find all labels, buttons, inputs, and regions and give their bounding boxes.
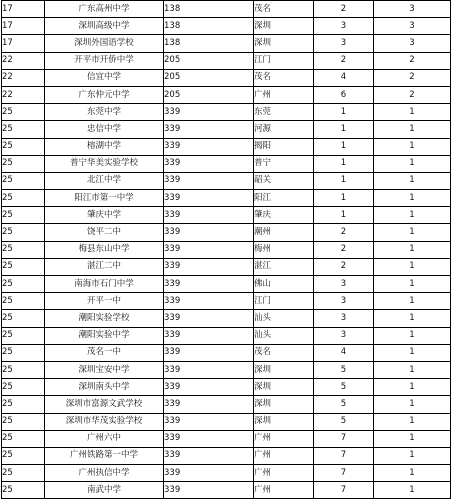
table-row xyxy=(2,104,451,121)
rank-cell: 25 xyxy=(2,258,45,275)
score-cell: 339 xyxy=(164,258,254,275)
school-name-cell: 广州六中 xyxy=(45,430,164,447)
city-cell: 河源 xyxy=(254,121,314,138)
count-cell: 3 xyxy=(314,35,374,52)
table-row xyxy=(2,482,451,499)
city-cell: 梅州 xyxy=(254,241,314,258)
rank-cell: 25 xyxy=(2,396,45,413)
school-name-cell: 开平市开侨中学 xyxy=(45,52,164,69)
table-row xyxy=(2,241,451,258)
count-cell: 1 xyxy=(314,207,374,224)
school-name-cell: 深圳高级中学 xyxy=(45,18,164,35)
school-name-cell: 饶平二中 xyxy=(45,224,164,241)
count-cell: 1 xyxy=(314,172,374,189)
count-cell: 5 xyxy=(314,396,374,413)
score-cell: 339 xyxy=(164,327,254,344)
city-cell: 阳江 xyxy=(254,190,314,207)
value-cell: 1 xyxy=(374,413,451,430)
value-cell: 1 xyxy=(374,465,451,482)
school-name-cell: 深圳宝安中学 xyxy=(45,361,164,378)
school-name-cell: 潮阳实验中学 xyxy=(45,327,164,344)
score-cell: 205 xyxy=(164,69,254,86)
city-cell: 湛江 xyxy=(254,258,314,275)
score-cell: 138 xyxy=(164,35,254,52)
score-cell: 339 xyxy=(164,224,254,241)
count-cell: 5 xyxy=(314,379,374,396)
rank-cell: 25 xyxy=(2,207,45,224)
score-cell: 339 xyxy=(164,447,254,464)
count-cell: 1 xyxy=(314,190,374,207)
rank-cell: 25 xyxy=(2,327,45,344)
city-cell: 深圳 xyxy=(254,396,314,413)
count-cell: 3 xyxy=(314,276,374,293)
city-cell: 深圳 xyxy=(254,379,314,396)
value-cell: 1 xyxy=(374,276,451,293)
rank-cell: 25 xyxy=(2,172,45,189)
city-cell: 江门 xyxy=(254,52,314,69)
value-cell: 1 xyxy=(374,155,451,172)
table-row xyxy=(2,293,451,310)
rank-cell: 25 xyxy=(2,138,45,155)
score-cell: 339 xyxy=(164,413,254,430)
table-row xyxy=(2,190,451,207)
city-cell: 深圳 xyxy=(254,361,314,378)
score-cell: 339 xyxy=(164,465,254,482)
rank-cell: 25 xyxy=(2,276,45,293)
value-cell: 1 xyxy=(374,207,451,224)
rank-cell: 25 xyxy=(2,465,45,482)
rank-cell: 25 xyxy=(2,430,45,447)
table-row xyxy=(2,121,451,138)
rank-cell: 25 xyxy=(2,482,45,499)
school-name-cell: 深圳南头中学 xyxy=(45,379,164,396)
city-cell: 深圳 xyxy=(254,35,314,52)
school-name-cell: 深圳外国语学校 xyxy=(45,35,164,52)
value-cell: 3 xyxy=(374,1,451,18)
rank-cell: 22 xyxy=(2,86,45,103)
value-cell: 1 xyxy=(374,172,451,189)
rank-cell: 25 xyxy=(2,155,45,172)
score-cell: 339 xyxy=(164,379,254,396)
score-cell: 339 xyxy=(164,396,254,413)
table-row xyxy=(2,430,451,447)
score-cell: 339 xyxy=(164,207,254,224)
count-cell: 3 xyxy=(314,293,374,310)
rank-cell: 25 xyxy=(2,241,45,258)
school-name-cell: 普宁华美实验学校 xyxy=(45,155,164,172)
table-row xyxy=(2,138,451,155)
rank-cell: 25 xyxy=(2,224,45,241)
count-cell: 1 xyxy=(314,155,374,172)
table-row xyxy=(2,379,451,396)
table-row xyxy=(2,413,451,430)
table-row xyxy=(2,52,451,69)
table-row xyxy=(2,276,451,293)
city-cell: 广州 xyxy=(254,86,314,103)
value-cell: 2 xyxy=(374,69,451,86)
school-name-cell: 东莞中学 xyxy=(45,104,164,121)
count-cell: 5 xyxy=(314,413,374,430)
city-cell: 广州 xyxy=(254,447,314,464)
score-cell: 339 xyxy=(164,344,254,361)
school-name-cell: 广东高州中学 xyxy=(45,1,164,18)
rank-cell: 25 xyxy=(2,104,45,121)
count-cell: 4 xyxy=(314,344,374,361)
school-name-cell: 信宜中学 xyxy=(45,69,164,86)
school-name-cell: 茂名一中 xyxy=(45,344,164,361)
value-cell: 1 xyxy=(374,379,451,396)
value-cell: 1 xyxy=(374,344,451,361)
school-name-cell: 广东仲元中学 xyxy=(45,86,164,103)
city-cell: 广州 xyxy=(254,430,314,447)
count-cell: 7 xyxy=(314,465,374,482)
value-cell: 1 xyxy=(374,224,451,241)
value-cell: 1 xyxy=(374,447,451,464)
count-cell: 6 xyxy=(314,86,374,103)
count-cell: 7 xyxy=(314,447,374,464)
school-name-cell: 梅县东山中学 xyxy=(45,241,164,258)
score-cell: 339 xyxy=(164,138,254,155)
count-cell: 2 xyxy=(314,241,374,258)
rank-cell: 25 xyxy=(2,447,45,464)
city-cell: 汕头 xyxy=(254,327,314,344)
city-cell: 潮州 xyxy=(254,224,314,241)
table-row xyxy=(2,396,451,413)
count-cell: 3 xyxy=(314,327,374,344)
city-cell: 广州 xyxy=(254,482,314,499)
rank-cell: 22 xyxy=(2,69,45,86)
table-row xyxy=(2,327,451,344)
city-cell: 汕头 xyxy=(254,310,314,327)
rank-cell: 25 xyxy=(2,121,45,138)
value-cell: 1 xyxy=(374,104,451,121)
city-cell: 揭阳 xyxy=(254,138,314,155)
school-name-cell: 潮阳实验学校 xyxy=(45,310,164,327)
rank-cell: 25 xyxy=(2,310,45,327)
school-name-cell: 开平一中 xyxy=(45,293,164,310)
rank-cell: 17 xyxy=(2,18,45,35)
city-cell: 江门 xyxy=(254,293,314,310)
score-cell: 339 xyxy=(164,172,254,189)
score-cell: 339 xyxy=(164,121,254,138)
table-row xyxy=(2,258,451,275)
rank-cell: 22 xyxy=(2,52,45,69)
table-row xyxy=(2,1,451,18)
city-cell: 深圳 xyxy=(254,18,314,35)
table-row xyxy=(2,224,451,241)
table-row xyxy=(2,69,451,86)
score-cell: 138 xyxy=(164,18,254,35)
value-cell: 1 xyxy=(374,482,451,499)
school-name-cell: 广州执信中学 xyxy=(45,465,164,482)
school-name-cell: 北江中学 xyxy=(45,172,164,189)
value-cell: 1 xyxy=(374,258,451,275)
count-cell: 5 xyxy=(314,361,374,378)
value-cell: 3 xyxy=(374,35,451,52)
table-row xyxy=(2,207,451,224)
score-cell: 205 xyxy=(164,86,254,103)
value-cell: 1 xyxy=(374,138,451,155)
city-cell: 茂名 xyxy=(254,344,314,361)
school-name-cell: 阳江市第一中学 xyxy=(45,190,164,207)
count-cell: 1 xyxy=(314,121,374,138)
city-cell: 肇庆 xyxy=(254,207,314,224)
table-row xyxy=(2,465,451,482)
city-cell: 茂名 xyxy=(254,1,314,18)
school-name-cell: 广州铁路第一中学 xyxy=(45,447,164,464)
table-row xyxy=(2,344,451,361)
value-cell: 1 xyxy=(374,310,451,327)
rank-cell: 25 xyxy=(2,190,45,207)
score-cell: 339 xyxy=(164,430,254,447)
score-cell: 339 xyxy=(164,310,254,327)
school-name-cell: 忠信中学 xyxy=(45,121,164,138)
table-row xyxy=(2,310,451,327)
count-cell: 2 xyxy=(314,258,374,275)
school-name-cell: 深圳市华茂实验学校 xyxy=(45,413,164,430)
rank-cell: 17 xyxy=(2,35,45,52)
rank-cell: 25 xyxy=(2,344,45,361)
score-cell: 205 xyxy=(164,52,254,69)
value-cell: 2 xyxy=(374,52,451,69)
table-body xyxy=(2,1,451,499)
count-cell: 2 xyxy=(314,1,374,18)
score-cell: 339 xyxy=(164,241,254,258)
table-row xyxy=(2,447,451,464)
table-row xyxy=(2,86,451,103)
count-cell: 7 xyxy=(314,430,374,447)
count-cell: 1 xyxy=(314,138,374,155)
value-cell: 3 xyxy=(374,18,451,35)
value-cell: 1 xyxy=(374,327,451,344)
value-cell: 1 xyxy=(374,293,451,310)
score-cell: 339 xyxy=(164,276,254,293)
city-cell: 普宁 xyxy=(254,155,314,172)
school-name-cell: 肇庆中学 xyxy=(45,207,164,224)
count-cell: 3 xyxy=(314,310,374,327)
score-cell: 339 xyxy=(164,482,254,499)
count-cell: 2 xyxy=(314,224,374,241)
table-row xyxy=(2,35,451,52)
value-cell: 1 xyxy=(374,241,451,258)
count-cell: 4 xyxy=(314,69,374,86)
score-cell: 339 xyxy=(164,155,254,172)
city-cell: 深圳 xyxy=(254,413,314,430)
school-name-cell: 榕湖中学 xyxy=(45,138,164,155)
school-name-cell: 南武中学 xyxy=(45,482,164,499)
rank-cell: 25 xyxy=(2,379,45,396)
school-ranking-table xyxy=(1,0,451,499)
table-row xyxy=(2,172,451,189)
school-name-cell: 深圳市富源文武学校 xyxy=(45,396,164,413)
score-cell: 339 xyxy=(164,190,254,207)
school-name-cell: 湛江二中 xyxy=(45,258,164,275)
score-cell: 339 xyxy=(164,104,254,121)
rank-cell: 25 xyxy=(2,361,45,378)
table-row xyxy=(2,18,451,35)
count-cell: 2 xyxy=(314,52,374,69)
value-cell: 1 xyxy=(374,361,451,378)
rank-cell: 25 xyxy=(2,293,45,310)
value-cell: 1 xyxy=(374,190,451,207)
city-cell: 韶关 xyxy=(254,172,314,189)
count-cell: 7 xyxy=(314,482,374,499)
count-cell: 3 xyxy=(314,18,374,35)
score-cell: 339 xyxy=(164,293,254,310)
school-name-cell: 南海市石门中学 xyxy=(45,276,164,293)
city-cell: 佛山 xyxy=(254,276,314,293)
city-cell: 东莞 xyxy=(254,104,314,121)
count-cell: 1 xyxy=(314,104,374,121)
value-cell: 2 xyxy=(374,86,451,103)
city-cell: 广州 xyxy=(254,465,314,482)
value-cell: 1 xyxy=(374,121,451,138)
table-row xyxy=(2,361,451,378)
score-cell: 339 xyxy=(164,361,254,378)
rank-cell: 25 xyxy=(2,413,45,430)
value-cell: 1 xyxy=(374,396,451,413)
value-cell: 1 xyxy=(374,430,451,447)
table-row xyxy=(2,155,451,172)
rank-cell: 17 xyxy=(2,1,45,18)
score-cell: 138 xyxy=(164,1,254,18)
city-cell: 茂名 xyxy=(254,69,314,86)
